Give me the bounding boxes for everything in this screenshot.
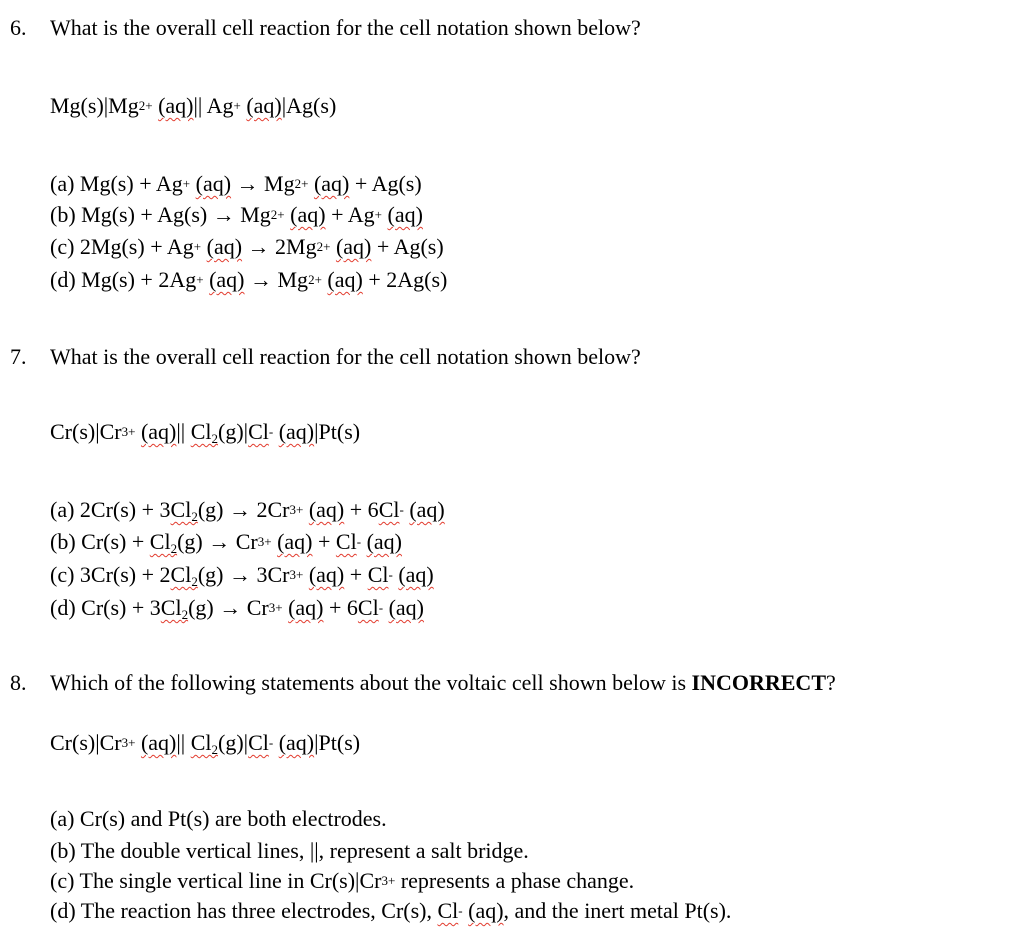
q8-number: 8. <box>10 670 27 695</box>
q6-option-c: (c) 2Mg(s) + Ag+ $(aq) \to 2Mg^{2+}$ (aq) + Ag(s) <box>50 234 444 259</box>
q7-number: 7. <box>10 344 27 369</box>
q6-option-d: (d) Mg(s) + 2Ag+ $(aq) \to Mg^{2+}$ (aq) + 2Ag(s) <box>50 267 448 292</box>
q8-option-c: (c) The single vertical line in $Cr(s)|Cr^{3+}$ represents a phase change. <box>50 868 635 893</box>
q8-question: Which of the following statements about the voltaic cell shown below is INCORRECT? <box>50 670 836 695</box>
q7-option-b: (b) $Cr(s) + Cl_2(g) \to Cr^{3+}$ (aq) + Cl- (aq) <box>50 529 402 556</box>
q8-option-a: (a) Cr(s) and Pt(s) are both electrodes. <box>50 806 387 831</box>
q6-option-b: (b) $Mg(s) + Ag(s) \to Mg^{2+}$ (aq) + Ag+ (aq) <box>50 202 423 227</box>
q6-option-a: (a) Mg(s) + Ag+ $(aq) \to Mg^{2+}$ (aq) + Ag(s) <box>50 171 422 196</box>
q8-option-d: (d) The reaction has three electrodes, Cr(s), Cl- (aq), and the inert metal Pt(s). <box>50 898 732 923</box>
q8-option-b: (b) The double vertical lines, ||, represent a salt bridge. <box>50 838 529 863</box>
q8-notation: $Cr(s)|Cr^{3+}$ (aq)|| $Cl_2(g)|Cl^-$ (aq)|Pt(s) <box>50 730 361 757</box>
q7-option-c: (c) $3Cr(s) + 2Cl_2(g) \to 3Cr^{3+}$ (aq) + Cl- (aq) <box>50 562 434 589</box>
q6-notation: $Mg(s)|Mg^{2+}$ (aq)|| Ag+ (aq)|Ag(s) <box>50 93 337 118</box>
q7-option-d: (d) $Cr(s) + 3Cl_2(g) \to Cr^{3+}$ (aq) + 6Cl- (aq) <box>50 595 424 622</box>
q7-notation: $Cr(s)|Cr^{3+}$ (aq)|| $Cl_2(g)|Cl^-$ (aq)|Pt(s) <box>50 419 361 446</box>
q7-question: What is the overall cell reaction for the cell notation shown below? <box>50 344 641 369</box>
q7-option-a: (a) $2Cr(s) + 3Cl_2(g) \to 2Cr^{3+}$ (aq) + 6Cl- (aq) <box>50 497 445 524</box>
q6-question: What is the overall cell reaction for the cell notation shown below? <box>50 15 641 40</box>
q6-number: 6. <box>10 15 27 40</box>
